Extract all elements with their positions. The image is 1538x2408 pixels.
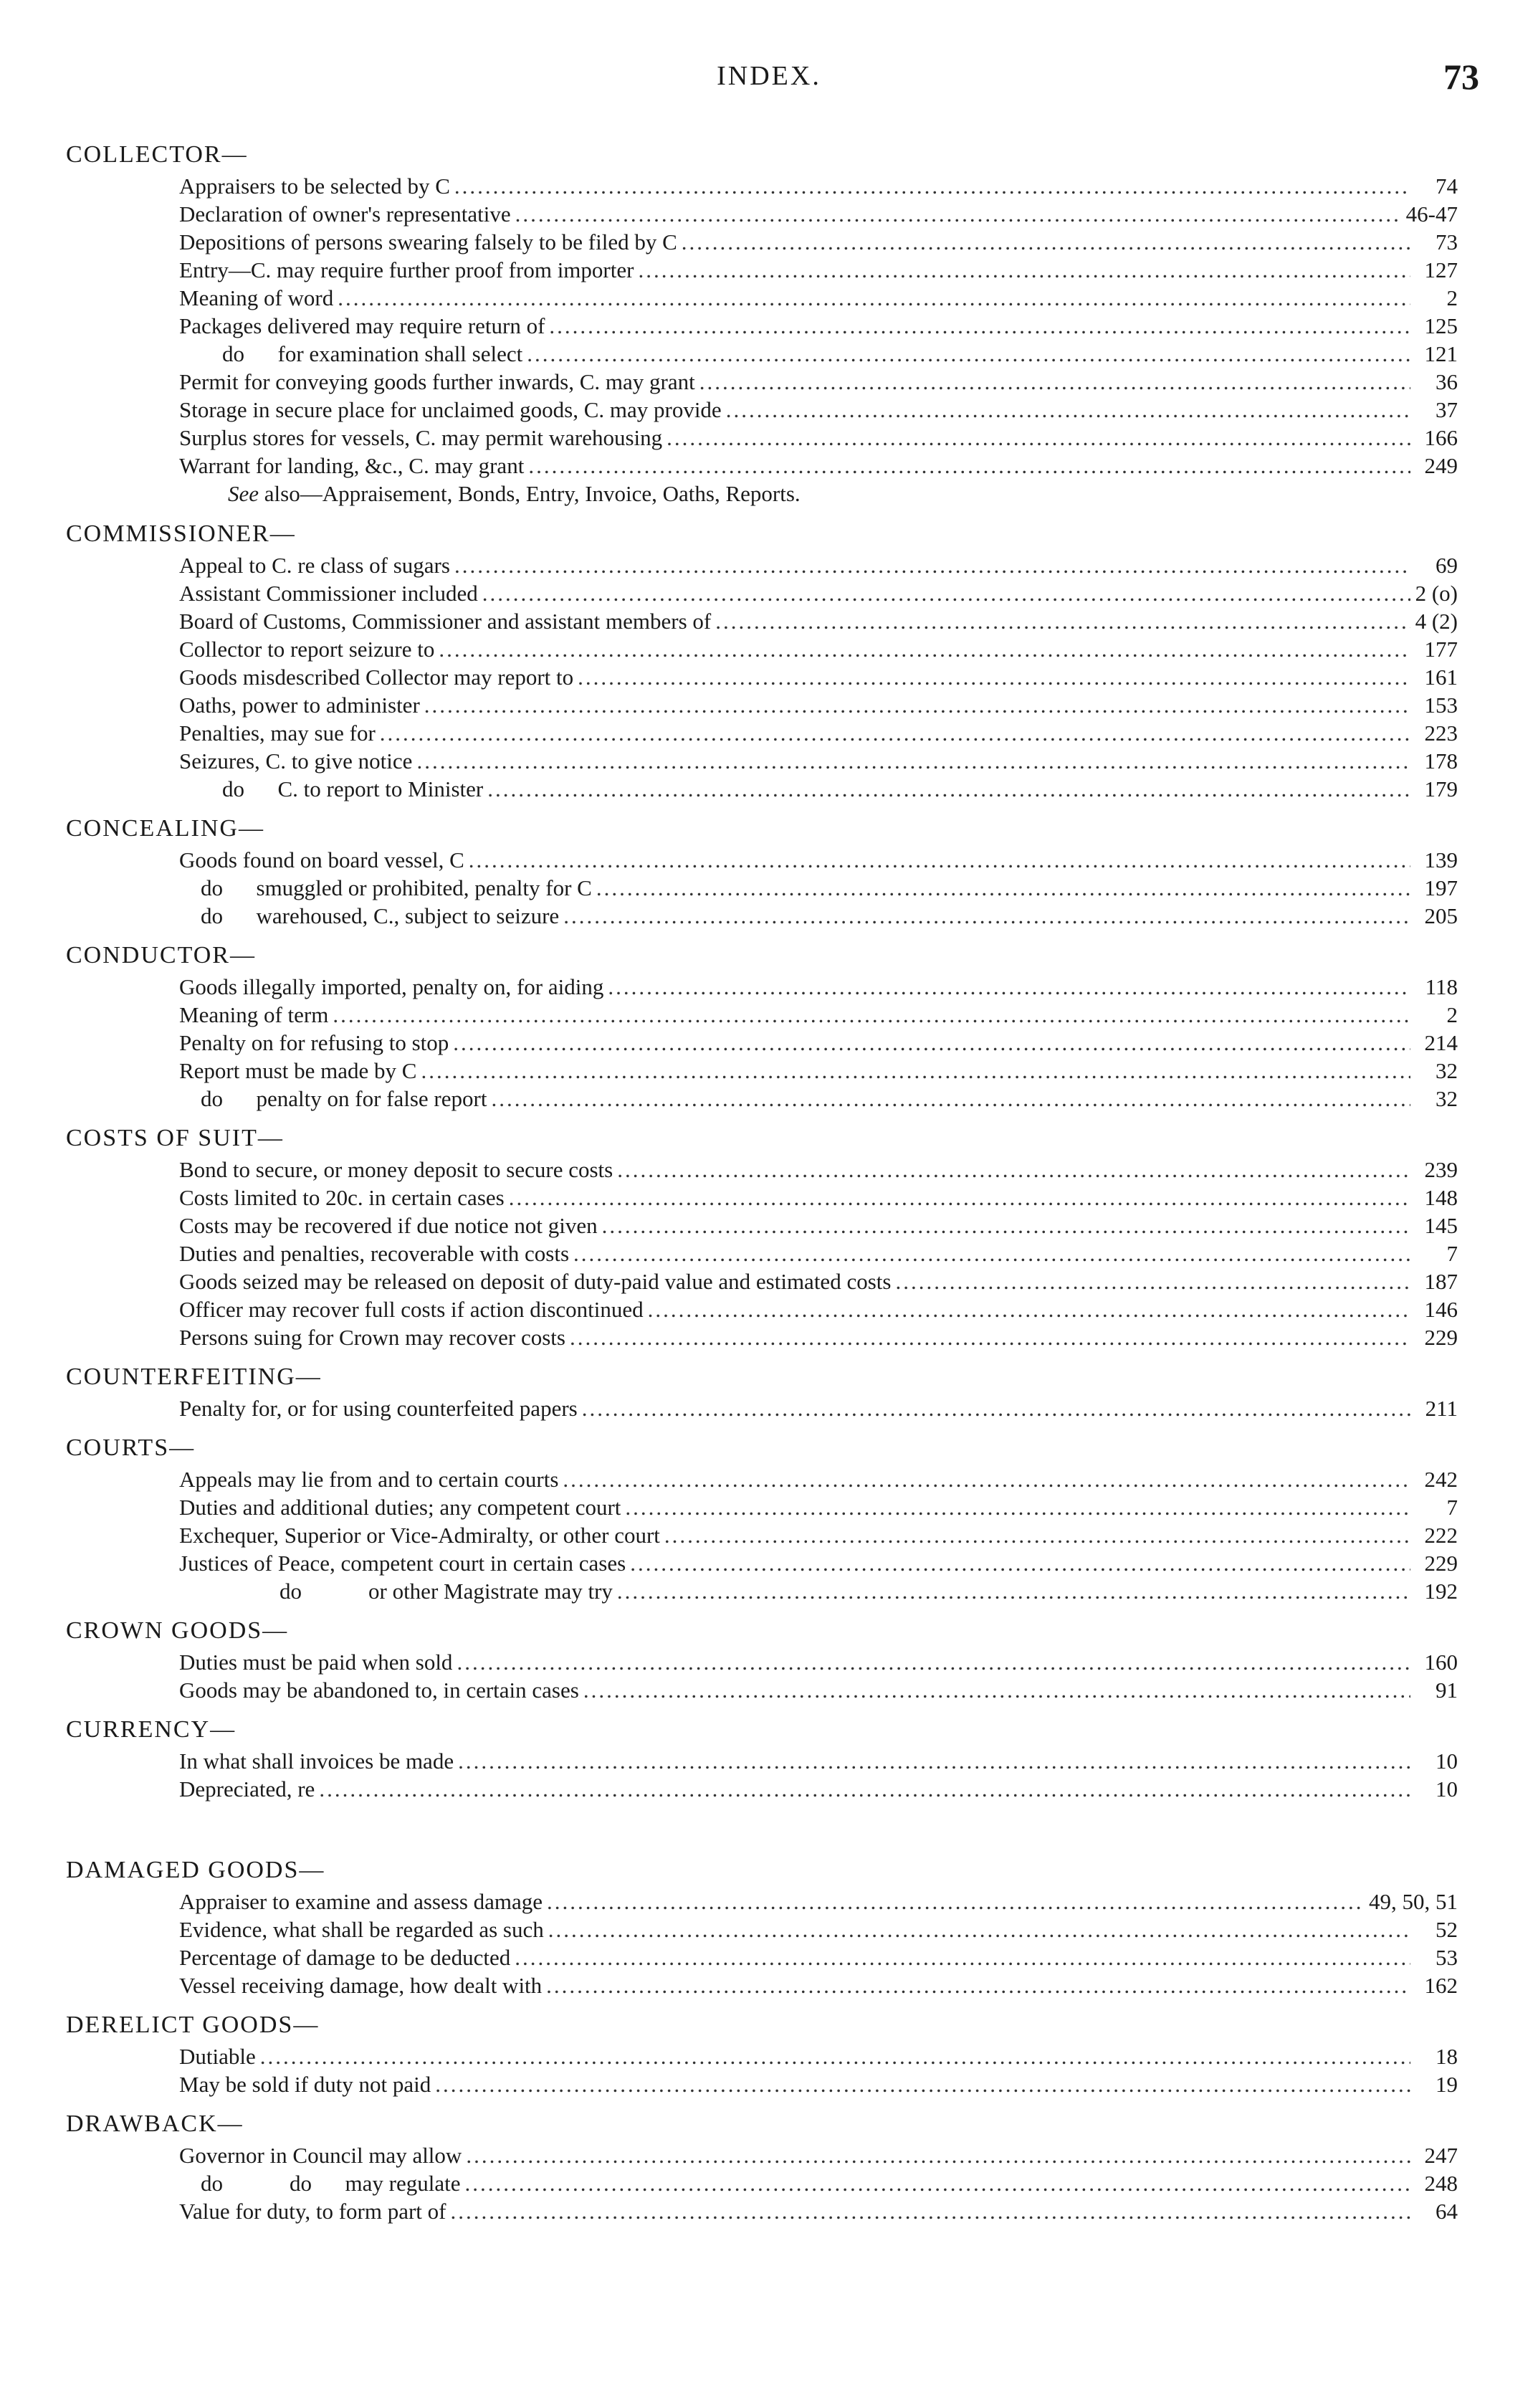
index-entry <box>0 775 1538 803</box>
page-reference: 242 <box>1424 1467 1458 1492</box>
entry-text: Penalty on for refusing to stop <box>179 1030 449 1055</box>
index-entry <box>0 1943 1538 1971</box>
dot-leader <box>435 2070 1410 2098</box>
page-reference: 197 <box>1424 875 1458 900</box>
dot-leader <box>464 2169 1410 2197</box>
index-section <box>0 1360 1538 1422</box>
entry-text: Duties must be paid when sold <box>179 1650 453 1675</box>
page-reference: 118 <box>1425 974 1458 999</box>
dot-leader <box>421 1057 1410 1085</box>
index-entry <box>0 312 1538 340</box>
entry-text: do for examination shall select <box>222 341 523 366</box>
page-reference: 223 <box>1424 720 1458 746</box>
entry-text: Surplus stores for vessels, C. may permit warehousing <box>179 425 663 450</box>
entry-text: Depreciated, re <box>179 1776 315 1802</box>
index-section <box>0 1431 1538 1605</box>
index-entry <box>0 551 1538 579</box>
entry-text: Goods misdescribed Collector may report to <box>179 665 574 690</box>
index-body <box>0 138 1538 2225</box>
entry-text: Evidence, what shall be regarded as such <box>179 1917 544 1942</box>
page-reference: 139 <box>1424 847 1458 872</box>
see-also-prefix: See <box>228 481 259 506</box>
index-section <box>0 2008 1538 2098</box>
entry-text: Meaning of term <box>179 1002 329 1027</box>
entry-text: Bond to secure, or money deposit to secure costs <box>179 1157 613 1182</box>
page-reference: 64 <box>1436 2199 1458 2224</box>
entry-text: do C. to report to Minister <box>222 776 484 801</box>
index-entry <box>0 1184 1538 1212</box>
entry-text: Costs limited to 20c. in certain cases <box>179 1185 505 1210</box>
entry-text: Assistant Commissioner included <box>179 581 478 606</box>
entry-text: Depositions of persons swearing falsely to be filed by C <box>179 229 677 254</box>
page-reference: 4 (2) <box>1415 609 1458 634</box>
entry-text: do smuggled or prohibited, penalty for C <box>201 875 592 900</box>
page-reference: 239 <box>1424 1157 1458 1182</box>
index-entry <box>0 1057 1538 1085</box>
dot-leader <box>547 1888 1365 1916</box>
dot-leader <box>338 284 1410 312</box>
index-entry <box>0 607 1538 635</box>
index-entry <box>0 1295 1538 1323</box>
dot-leader <box>630 1549 1410 1577</box>
entry-text: Persons suing for Crown may recover costs <box>179 1325 565 1350</box>
page-reference: 178 <box>1424 748 1458 774</box>
page-reference: 2 <box>1446 285 1458 310</box>
index-entry <box>0 2070 1538 2098</box>
page-reference: 69 <box>1436 553 1458 578</box>
dot-leader <box>608 973 1410 1001</box>
index-entry <box>0 973 1538 1001</box>
page-reference: 2 <box>1446 1002 1458 1027</box>
dot-leader <box>573 1239 1410 1267</box>
entry-text: Percentage of damage to be deducted <box>179 1945 511 1970</box>
section-heading: DERELICT GOODS— <box>66 2012 320 2038</box>
index-entry <box>0 2042 1538 2070</box>
dot-leader <box>509 1184 1410 1212</box>
section-heading: COSTS OF SUIT— <box>66 1125 284 1151</box>
entry-text: Storage in secure place for unclaimed goods, C. may provide <box>179 397 722 422</box>
page-reference: 192 <box>1424 1579 1458 1604</box>
dot-leader <box>469 846 1410 874</box>
entry-text: do warehoused, C., subject to seizure <box>201 903 560 928</box>
dot-leader <box>528 452 1410 480</box>
index-entry <box>0 719 1538 747</box>
section-heading: COLLECTOR— <box>66 141 248 168</box>
index-section <box>0 2107 1538 2225</box>
page-reference: 166 <box>1424 425 1458 450</box>
index-section <box>0 1713 1538 1803</box>
index-entry <box>0 635 1538 663</box>
index-entry <box>0 1085 1538 1113</box>
dot-leader <box>582 1394 1410 1422</box>
index-entry <box>0 1521 1538 1549</box>
entry-text: Goods may be abandoned to, in certain cases <box>179 1677 579 1703</box>
entry-text: Board of Customs, Commissioner and assistant members of <box>179 609 712 634</box>
index-entry <box>0 579 1538 607</box>
entry-text: Value for duty, to form part of <box>179 2199 446 2224</box>
dot-leader <box>319 1775 1410 1803</box>
entry-text: Penalties, may sue for <box>179 720 376 746</box>
page-reference: 247 <box>1424 2143 1458 2168</box>
index-section <box>0 1853 1538 1999</box>
index-entry <box>0 1394 1538 1422</box>
dot-leader <box>664 1521 1410 1549</box>
page-reference: 205 <box>1424 903 1458 928</box>
dot-leader <box>454 551 1410 579</box>
entry-text: Goods seized may be released on deposit of duty-paid value and estimated costs <box>179 1269 892 1294</box>
dot-leader <box>260 2042 1410 2070</box>
page-reference: 214 <box>1424 1030 1458 1055</box>
entry-text: Collector to report seizure to <box>179 637 435 662</box>
index-entry <box>0 1775 1538 1803</box>
dot-leader <box>667 424 1410 452</box>
section-heading: COURTS— <box>66 1434 196 1461</box>
page-reference: 249 <box>1424 453 1458 478</box>
section-heading: COUNTERFEITING— <box>66 1364 322 1390</box>
page-reference: 19 <box>1436 2072 1458 2097</box>
entry-text: Vessel receiving damage, how dealt with <box>179 1973 543 1998</box>
dot-leader <box>549 312 1410 340</box>
page-reference: 125 <box>1424 313 1458 338</box>
index-entry <box>0 1239 1538 1267</box>
entry-text: do or other Magistrate may try <box>280 1579 613 1604</box>
dot-leader <box>333 1001 1410 1029</box>
entry-text: Governor in Council may allow <box>179 2143 462 2168</box>
dot-leader <box>458 1747 1410 1775</box>
page-reference: 32 <box>1436 1086 1458 1111</box>
index-entry <box>0 424 1538 452</box>
entry-text: Appraiser to examine and assess damage <box>179 1889 543 1914</box>
entry-text: Packages delivered may require return of <box>179 313 545 338</box>
index-entry <box>0 340 1538 368</box>
see-also-line <box>0 480 1538 508</box>
index-entry <box>0 1156 1538 1184</box>
index-entry <box>0 1648 1538 1676</box>
entry-text: Permit for conveying goods further inwards, C. may grant <box>179 369 695 394</box>
entry-text: do do may regulate <box>201 2171 461 2196</box>
page-reference: 49, 50, 51 <box>1369 1889 1458 1914</box>
entry-text: Warrant for landing, &c., C. may grant <box>179 453 525 478</box>
page-reference: 91 <box>1436 1677 1458 1703</box>
index-section <box>0 1121 1538 1351</box>
section-heading: DAMAGED GOODS— <box>66 1857 325 1883</box>
dot-leader <box>453 1029 1410 1057</box>
entry-text: Duties and penalties, recoverable with costs <box>179 1241 570 1266</box>
see-also-text: also—Appraisement, Bonds, Entry, Invoice, Oaths, Reports. <box>259 481 801 506</box>
entry-text: Costs may be recovered if due notice not given <box>179 1213 598 1238</box>
dot-leader <box>466 2141 1410 2169</box>
index-entry <box>0 1323 1538 1351</box>
index-entry <box>0 1747 1538 1775</box>
entry-text: do penalty on for false report <box>201 1086 487 1111</box>
dot-leader <box>682 228 1410 256</box>
page-reference: 148 <box>1424 1185 1458 1210</box>
entry-text: Report must be made by C <box>179 1058 417 1083</box>
index-entry <box>0 228 1538 256</box>
page-reference: 46-47 <box>1405 201 1458 227</box>
index-entry <box>0 846 1538 874</box>
dot-leader <box>895 1267 1410 1295</box>
page-reference: 177 <box>1424 637 1458 662</box>
index-entry <box>0 1888 1538 1916</box>
page-reference: 53 <box>1436 1945 1458 1970</box>
entry-text: Justices of Peace, competent court in certain cases <box>179 1551 626 1576</box>
index-entry <box>0 172 1538 200</box>
dot-leader <box>699 368 1410 396</box>
index-entry <box>0 1493 1538 1521</box>
dot-leader <box>491 1085 1410 1113</box>
dot-leader <box>563 1465 1410 1493</box>
entry-text: Exchequer, Superior or Vice-Admiralty, or other court <box>179 1523 660 1548</box>
entry-text: Declaration of owner's representative <box>179 201 511 227</box>
dot-leader <box>715 607 1410 635</box>
page-reference: 127 <box>1424 257 1458 282</box>
dot-leader <box>450 2197 1410 2225</box>
page-number: 73 <box>1443 57 1479 97</box>
page-reference: 145 <box>1424 1213 1458 1238</box>
dot-leader <box>726 396 1410 424</box>
page-reference: 229 <box>1424 1325 1458 1350</box>
index-entry <box>0 1029 1538 1057</box>
index-entry <box>0 902 1538 930</box>
dot-leader <box>578 663 1410 691</box>
page-reference: 211 <box>1425 1396 1458 1421</box>
page-reference: 153 <box>1424 693 1458 718</box>
entry-text: Appeals may lie from and to certain courts <box>179 1467 559 1492</box>
dot-leader <box>439 635 1410 663</box>
index-entry <box>0 1001 1538 1029</box>
index-entry <box>0 1971 1538 1999</box>
page-reference: 222 <box>1424 1523 1458 1548</box>
entry-text: Penalty for, or for using counterfeited papers <box>179 1396 578 1421</box>
entry-text: Seizures, C. to give notice <box>179 748 413 774</box>
index-entry <box>0 256 1538 284</box>
section-heading: CURRENCY— <box>66 1716 237 1743</box>
entry-text: Entry—C. may require further proof from importer <box>179 257 634 282</box>
page-reference: 7 <box>1446 1241 1458 1266</box>
dot-leader <box>487 775 1410 803</box>
entry-text: Appeal to C. re class of sugars <box>179 553 450 578</box>
index-entry <box>0 1676 1538 1704</box>
dot-leader <box>454 172 1410 200</box>
page-reference: 229 <box>1424 1551 1458 1576</box>
dot-leader <box>617 1577 1410 1605</box>
dot-leader <box>546 1971 1410 1999</box>
index-entry <box>0 1267 1538 1295</box>
page-header <box>0 56 1538 99</box>
index-entry <box>0 368 1538 396</box>
dot-leader <box>548 1916 1410 1943</box>
page-reference: 74 <box>1436 173 1458 199</box>
entry-text: Goods found on board vessel, C <box>179 847 464 872</box>
dot-leader <box>602 1212 1410 1239</box>
page-reference: 18 <box>1436 2044 1458 2069</box>
index-entry <box>0 452 1538 480</box>
index-entry <box>0 1916 1538 1943</box>
index-entry <box>0 2141 1538 2169</box>
page-reference: 10 <box>1436 1776 1458 1802</box>
index-entry <box>0 2197 1538 2225</box>
page-reference: 161 <box>1424 665 1458 690</box>
dot-leader <box>416 747 1410 775</box>
page-reference: 32 <box>1436 1058 1458 1083</box>
dot-leader <box>457 1648 1410 1676</box>
dot-leader <box>570 1323 1410 1351</box>
section-heading: DRAWBACK— <box>66 2110 244 2137</box>
page-reference: 248 <box>1424 2171 1458 2196</box>
index-entry <box>0 2169 1538 2197</box>
index-entry <box>0 874 1538 902</box>
dot-leader <box>596 874 1410 902</box>
index-entry <box>0 1212 1538 1239</box>
dot-leader <box>563 902 1410 930</box>
dot-leader <box>515 1943 1410 1971</box>
entry-text: Oaths, power to administer <box>179 693 420 718</box>
index-entry <box>0 200 1538 228</box>
entry-text: Duties and additional duties; any competent court <box>179 1495 621 1520</box>
section-heading: CONDUCTOR— <box>66 942 256 969</box>
index-entry <box>0 396 1538 424</box>
page-reference: 2 (o) <box>1415 581 1458 606</box>
dot-leader <box>638 256 1410 284</box>
index-section <box>0 938 1538 1113</box>
entry-text: Meaning of word <box>179 285 334 310</box>
page-reference: 160 <box>1424 1650 1458 1675</box>
dot-leader <box>527 340 1410 368</box>
page-reference: 10 <box>1436 1748 1458 1774</box>
page-reference: 37 <box>1436 397 1458 422</box>
index-entry <box>0 1577 1538 1605</box>
page-reference: 36 <box>1436 369 1458 394</box>
index-entry <box>0 1549 1538 1577</box>
page-reference: 52 <box>1436 1917 1458 1942</box>
index-section <box>0 138 1538 508</box>
entry-text: Appraisers to be selected by C <box>179 173 450 199</box>
page-reference: 7 <box>1446 1495 1458 1520</box>
dot-leader <box>625 1493 1410 1521</box>
page-reference: 179 <box>1424 776 1458 801</box>
dot-leader <box>380 719 1410 747</box>
section-heading: CONCEALING— <box>66 815 264 842</box>
dot-leader <box>424 691 1410 719</box>
entry-text: May be sold if duty not paid <box>179 2072 431 2097</box>
page-reference: 162 <box>1424 1973 1458 1998</box>
section-heading: COMMISSIONER— <box>66 520 296 547</box>
index-entry <box>0 691 1538 719</box>
index-entry <box>0 663 1538 691</box>
index-entry <box>0 1465 1538 1493</box>
running-title: INDEX. <box>717 61 821 91</box>
index-entry <box>0 284 1538 312</box>
index-section <box>0 517 1538 803</box>
dot-leader <box>617 1156 1410 1184</box>
page-reference: 121 <box>1424 341 1458 366</box>
page-reference: 73 <box>1436 229 1458 254</box>
index-entry <box>0 747 1538 775</box>
entry-text: Officer may recover full costs if action discontinued <box>179 1297 644 1322</box>
dot-leader <box>482 579 1410 607</box>
index-section <box>0 812 1538 930</box>
entry-text: Dutiable <box>179 2044 256 2069</box>
page-reference: 187 <box>1424 1269 1458 1294</box>
entry-text: In what shall invoices be made <box>179 1748 454 1774</box>
page-reference: 146 <box>1424 1297 1458 1322</box>
entry-text: Goods illegally imported, penalty on, for aiding <box>179 974 604 999</box>
dot-leader <box>515 200 1402 228</box>
section-heading: CROWN GOODS— <box>66 1617 289 1644</box>
dot-leader <box>648 1295 1410 1323</box>
dot-leader <box>583 1676 1410 1704</box>
index-section <box>0 1614 1538 1704</box>
